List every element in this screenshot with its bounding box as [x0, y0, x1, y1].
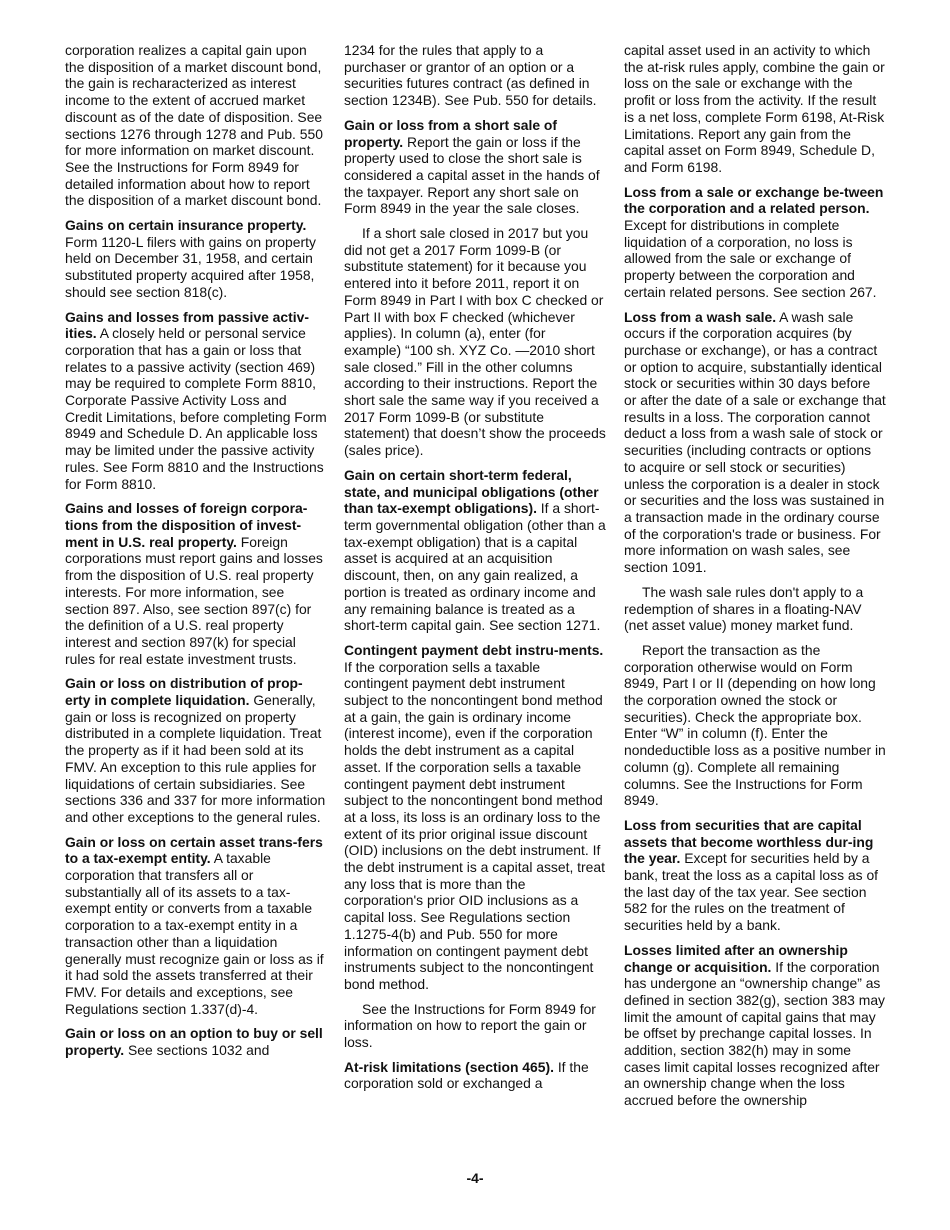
paragraph-at-risk: At-risk limitations (section 465). If the corporation sold or exchanged a: [344, 1058, 589, 1092]
paragraph-contingent-payment: Contingent payment debt instru-ments. If the corporation sells a taxable contingent payment debt instrument subject to the noncontingent bond method at a gain, the gain is ordinary income (interest income), even if the corporation holds the debt instrument as a capital asset. If the corporation sells a taxable contingent payment debt instrument subject to the noncontingent bond method at a loss, its loss is an ordinary loss to the extent of its prior original issue discount (OID) inclusions on the debt instrument. If the debt instrument is a capital asset, treat any loss that is more than the corporation's prior OID inclusions as a capital loss. See Regulations section 1.1275-4(b) and Pub. 550 for more information on contingent payment debt instruments subject to the noncontingent bond method.: [344, 641, 605, 992]
paragraph-tax-exempt-transfer: Gain or loss on certain asset trans-fers to a tax-exempt entity. A taxable corporation that transfers all or substantially all of its assets to a tax-exempt entity or converts from a taxable corporation to a tax-exempt entity in a transaction other than a liquidation generally must recognize gain or loss as if it had sold the assets transferred at their FMV. For details and exceptions, see Regulations section 1.337(d)-4.: [65, 833, 324, 1017]
column-1: [65, 42, 327, 1067]
paragraph-heading: Gain or loss on an option to buy or sell property.: [65, 1025, 323, 1059]
paragraph-wash-sale: Loss from a wash sale. A wash sale occurs if the corporation acquires (by purchase or exchange), or has a contract or option to acquire, substantially identical stock or securities within 30 days before or after the date of a sale or exchange that results in a loss. The corporation cannot deduct a loss from a wash sale of stock or securities (including contracts or options to acquire or sell stock or securities) unless the corporation is a dealer in stock or securities and the loss was sustained in a transaction made in the ordinary course of the corporation's trade or business. For more information on wash sales, see section 1091.: [624, 308, 886, 576]
paragraph: corporation realizes a capital gain upon the disposition of a market discount bond, the gain is recharacterized as interest income to the extent of accrued market discount as of the date of disposition. See sections 1276 through 1278 and Pub. 550 for more information on market discount. See the Instructions for Form 8949 for detailed information about how to report the disposition of a market discount bond.: [65, 42, 323, 209]
paragraph: capital asset used in an activity to which the at-risk rules apply, combine the gain or loss on the sale or exchange with the profit or loss from the activity. If the result is a net loss, complete Form 6198, At-Risk Limitations. Report any gain from the capital asset on Form 8949, Schedule D, and Form 6198.: [624, 42, 885, 175]
paragraph-short-sale: Gain or loss from a short sale of property. Report the gain or loss if the property used to close the short sale is considered a capital asset in the hands of the taxpayer. Report any short sale on Form 8949 in the year the sale closes.: [344, 116, 600, 217]
paragraph-heading: Losses limited after an ownership change or acquisition.: [624, 941, 848, 975]
paragraph-insurance-property: Gains on certain insurance property. Form 1120-L filers with gains on property held on December 31, 1958, and certain substituted property acquired after 1958, should see section 818(c).: [65, 217, 316, 300]
paragraph-heading: Gain or loss from a short sale of property.: [344, 116, 558, 150]
paragraph-heading: Gain on certain short-term federal, state, and municipal obligations (other than tax-exempt obligations).: [344, 466, 599, 517]
paragraph-foreign-corporations: Gains and losses of foreign corpora-tions from the disposition of invest-ment in U.S. real property. Foreign corporations must report gains and losses from the disposition of U.S. real property interests. For more information, see section 897. Also, see section 897(c) for the definition of a U.S. real property interest and section 897(k) for special rules for real estate investment trusts.: [65, 500, 323, 667]
paragraph-short-term-obligations: Gain on certain short-term federal, state, and municipal obligations (other than tax-exempt obligations). If a short-term governmental obligation (other than a tax-exempt obligation) that is a capital asset is acquired at an acquisition discount, then, on any gain realized, a portion is treated as ordinary income and any remaining balance is treated as a short-term capital gain. See section 1271.: [344, 466, 606, 634]
paragraph-heading: Gain or loss on certain asset trans-fers to a tax-exempt entity.: [65, 833, 323, 867]
paragraph-complete-liquidation: Gain or loss on distribution of prop-erty in complete liquidation. Generally, gain or loss is recognized on property distributed in a complete liquidation. Treat the property as if it had been sold at its FMV. An exception to this rule applies for liquidations of certain subsidiaries. See sections 336 and 337 for more information and other exceptions to the general rules.: [65, 675, 326, 825]
paragraph-worthless-securities: Loss from securities that are capital assets that become worthless dur-ing the year. Except for securities held by a bank, treat the loss as a capital loss as of the last day of the tax year. See section 582 for the rules on the treatment of securities held by a bank.: [624, 816, 879, 934]
paragraph: 1234 for the rules that apply to a purchaser or grantor of an option or a securities futures contract (as defined in section 1234B). See Pub. 550 for details.: [344, 42, 597, 109]
column-2: [344, 42, 606, 1100]
page-number: -4-: [466, 1170, 484, 1186]
paragraph-heading: Gains and losses of foreign corpora-tions from the disposition of invest-ment in U.S. real property.: [65, 500, 308, 550]
paragraph-heading: Gains and losses from passive activ-ities.: [65, 308, 309, 342]
paragraph: See the Instructions for Form 8949 for information on how to report the gain or loss.: [344, 1000, 596, 1051]
paragraph-option-property: Gain or loss on an option to buy or sell property. See sections 1032 and: [65, 1025, 323, 1059]
column-3: [624, 42, 886, 1117]
paragraph-heading: Gains on certain insurance property.: [65, 217, 307, 234]
paragraph-passive-activities: Gains and losses from passive activ-ities. A closely held or personal service corporation that has a gain or loss that relates to a passive activity (section 469) may be required to complete Form 8810, Corporate Passive Activity Loss and Credit Limitations, before completing Form 8949 and Schedule D. An applicable loss may be limited under the passive activity rules. See Form 8810 and the Instructions for Form 8810.: [65, 308, 327, 492]
paragraph-heading: Loss from a sale or exchange be-tween the corporation and a related person.: [624, 183, 884, 217]
paragraph-heading: Gain or loss on distribution of prop-erty in complete liquidation.: [65, 675, 303, 709]
paragraph-related-person: Loss from a sale or exchange be-tween the corporation and a related person. Except for distributions in complete liquidation of a corporation, no loss is allowed from the sale or exchange of property between the corporation and certain related persons. See section 267.: [624, 183, 884, 300]
paragraph: Report the transaction as the corporation otherwise would on Form 8949, Part I or II (depending on how long the corporation owned the stock or securities). Check the appropriate box. Enter “W” in column (f). Enter the nondeductible loss as a positive number in column (g). Complete all remaining columns. See the Instructions for Form 8949.: [624, 641, 886, 809]
paragraph: The wash sale rules don't apply to a redemption of shares in a floating-NAV (net asset value) money market fund.: [624, 583, 864, 634]
paragraph-heading: Contingent payment debt instru-ments.: [344, 641, 604, 658]
paragraph-ownership-change: Losses limited after an ownership change or acquisition. If the corporation has undergone an “ownership change” as defined in section 382(g), section 383 may limit the amount of capital gains that may be offset by prechange capital losses. In addition, section 382(h) may in some cases limit capital losses recognized after an ownership change when the loss accrued before the ownership: [624, 941, 885, 1109]
paragraph-heading: Loss from securities that are capital assets that become worthless dur-ing the year.: [624, 816, 874, 867]
paragraph: If a short sale closed in 2017 but you did not get a 2017 Form 1099-B (or substitute statement) for it because you entered into it before 2011, report it on Form 8949 in Part I with box C checked or Part II with box F checked (whichever applies). In column (a), enter (for example) “100 sh. XYZ Co. —2010 short sale closed.” Fill in the other columns according to their instructions. Report the short sale the same way if you received a 2017 Form 1099-B (or substitute statement) that doesn’t show the proceeds (sales price).: [344, 225, 606, 459]
paragraph-heading: At-risk limitations (section 465).: [344, 1058, 554, 1075]
paragraph-heading: Loss from a wash sale.: [624, 308, 777, 325]
